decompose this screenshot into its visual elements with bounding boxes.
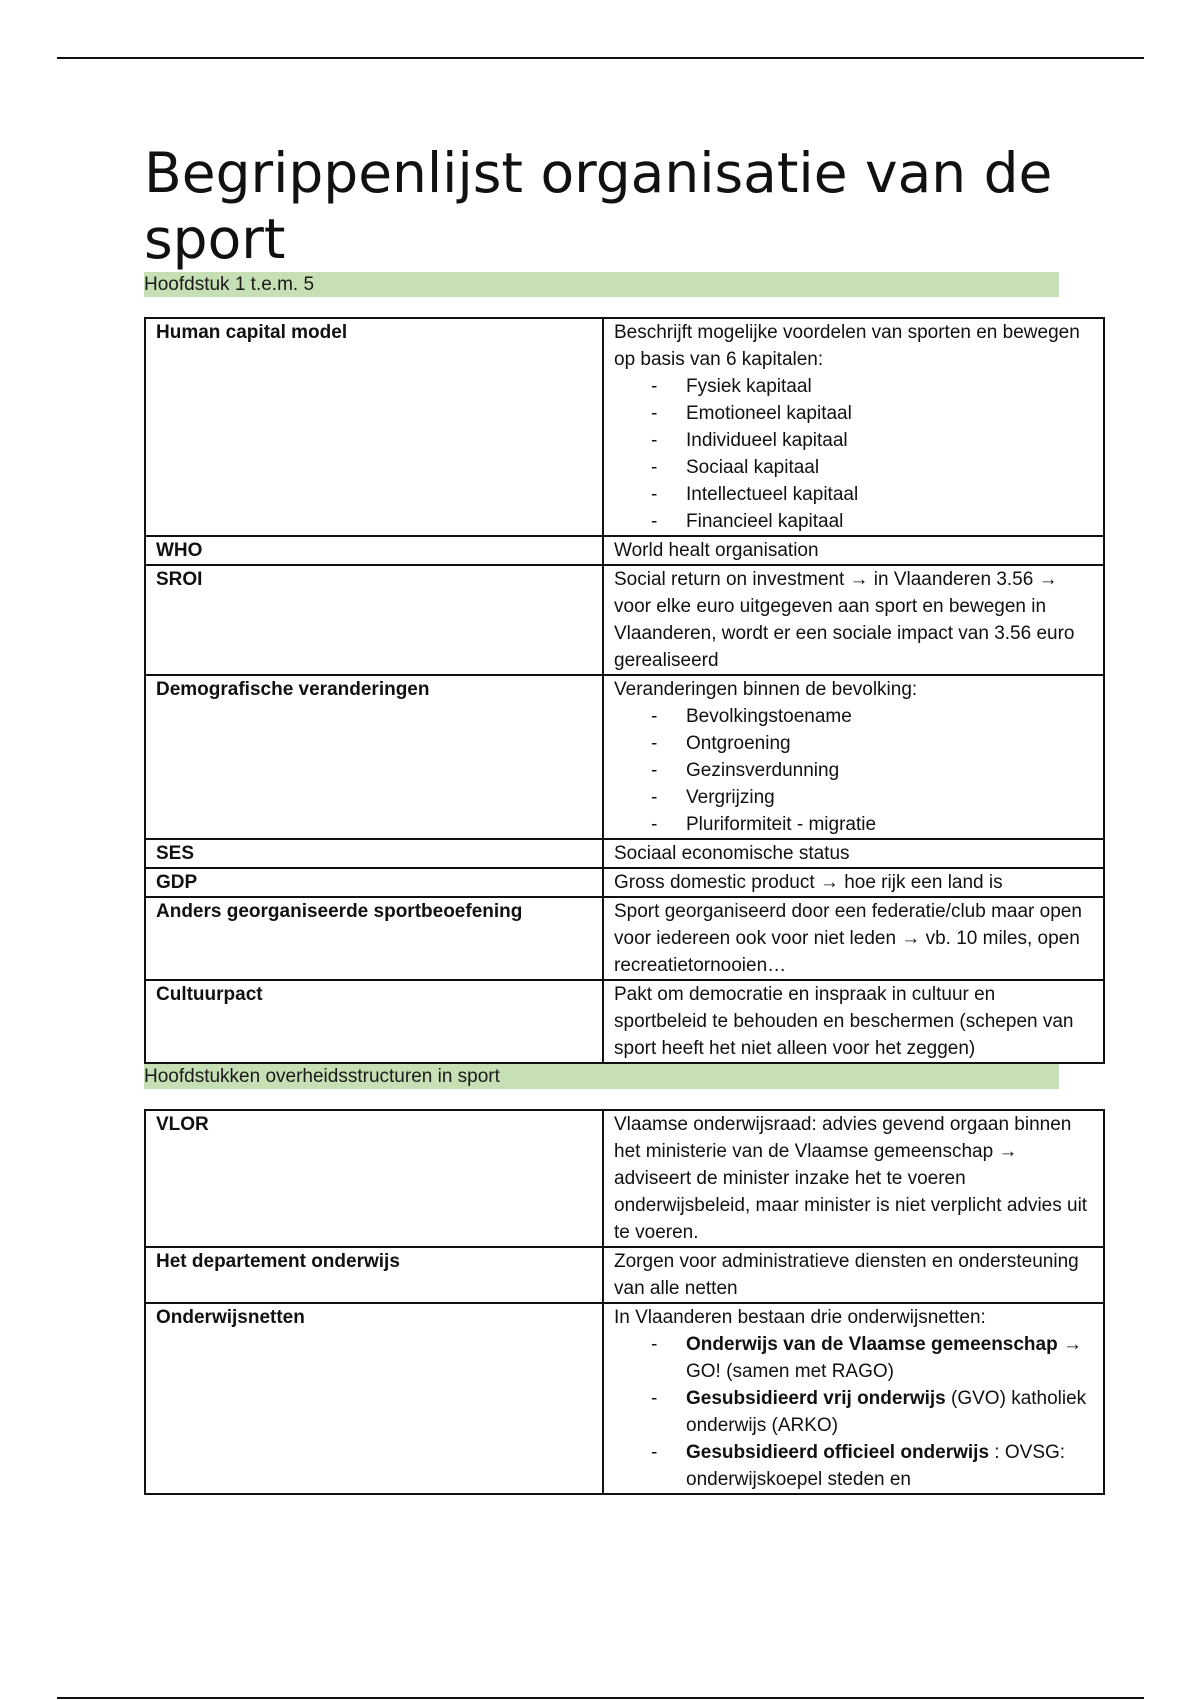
list-item: - Financieel kapitaal (614, 508, 1093, 535)
glossary-table-2 (144, 1109, 1105, 1495)
list-item: - Fysiek kapitaal (614, 373, 1093, 400)
section-heading-2: Hoofdstukken overheidsstructuren in sport (144, 1064, 1059, 1089)
definition-cell: Sociaal economische status (603, 839, 1104, 868)
list-item-rest: (GVO) katholiek onderwijs (ARKO) (686, 1388, 1087, 1436)
term-cell: GDP (145, 868, 603, 897)
document-title: Begrippenlijst organisatie van de sport (144, 141, 1053, 271)
list-item (614, 1331, 1093, 1385)
definition-cell (603, 675, 1104, 839)
term-cell: SROI (145, 565, 603, 675)
term-cell: SES (145, 839, 603, 868)
term-cell: Het departement onderwijs (145, 1247, 603, 1303)
table-row (145, 318, 1104, 536)
list-item-rest: → GO! (samen met RAGO) (686, 1334, 1082, 1382)
definition-cell: World healt organisation (603, 536, 1104, 565)
list-item-rest: : OVSG: onderwijskoepel steden en (686, 1442, 1066, 1490)
term-cell: Human capital model (145, 318, 603, 536)
list-item-bold: Gesubsidieerd vrij onderwijs (686, 1388, 946, 1409)
definition-cell (603, 1303, 1104, 1494)
list-item: - Vergrijzing (614, 784, 1093, 811)
term-cell: Anders georganiseerde sportbeoefening (145, 897, 603, 980)
glossary-table-1 (144, 317, 1105, 1064)
definition-cell: Vlaamse onderwijsraad: advies gevend orgaan binnen het ministerie van de Vlaamse gemeenschap → adviseert de minister inzake het te voeren onderwijsbeleid, maar minister is niet verplicht advies uit te voeren. (603, 1110, 1104, 1247)
list-item: - Pluriformiteit - migratie (614, 811, 1093, 838)
table-row (145, 868, 1104, 897)
table-row (145, 839, 1104, 868)
table-row (145, 1110, 1104, 1247)
header-rule (57, 57, 1144, 59)
list-item: - Ontgroening (614, 730, 1093, 757)
term-cell: WHO (145, 536, 603, 565)
list-item-bold: Onderwijs van de Vlaamse gemeenschap (686, 1334, 1058, 1355)
table-row (145, 536, 1104, 565)
definition-cell: Sport georganiseerd door een federatie/club maar open voor iedereen ook voor niet leden → vb. 10 miles, open recreatietornooien… (603, 897, 1104, 980)
definition-text: In Vlaanderen bestaan drie onderwijsnetten: (614, 1307, 986, 1328)
definition-cell: Pakt om democratie en inspraak in cultuur en sportbeleid te behouden en beschermen (schepen van sport heeft het niet alleen voor het zeggen) (603, 980, 1104, 1063)
definition-cell: Gross domestic product → hoe rijk een land is (603, 868, 1104, 897)
list-item: - Intellectueel kapitaal (614, 481, 1093, 508)
definition-list (614, 1331, 1093, 1493)
list-item: - Individueel kapitaal (614, 427, 1093, 454)
list-item: - Emotioneel kapitaal (614, 400, 1093, 427)
definition-list (614, 703, 1093, 838)
term-cell: Demografische veranderingen (145, 675, 603, 839)
table-row (145, 675, 1104, 839)
definition-cell (603, 318, 1104, 536)
list-item: - Bevolkingstoename (614, 703, 1093, 730)
definition-text: Beschrijft mogelijke voordelen van sporten en bewegen op basis van 6 kapitalen: (614, 322, 1080, 370)
document-body (144, 140, 1088, 1495)
table-row (145, 897, 1104, 980)
definition-text: Veranderingen binnen de bevolking: (614, 679, 918, 700)
list-item: - Sociaal kapitaal (614, 454, 1093, 481)
table-row (145, 1303, 1104, 1494)
list-item (614, 1439, 1093, 1493)
table-row (145, 1247, 1104, 1303)
table-row (145, 565, 1104, 675)
term-cell: Cultuurpact (145, 980, 603, 1063)
term-cell: VLOR (145, 1110, 603, 1247)
list-item: - Gezinsverdunning (614, 757, 1093, 784)
section-heading-1: Hoofdstuk 1 t.e.m. 5 (144, 272, 1059, 297)
list-item-bold: Gesubsidieerd officieel onderwijs (686, 1442, 990, 1463)
definition-cell: Zorgen voor administratieve diensten en ondersteuning van alle netten (603, 1247, 1104, 1303)
definition-cell: Social return on investment → in Vlaanderen 3.56 → voor elke euro uitgegeven aan sport en bewegen in Vlaanderen, wordt er een sociale impact van 3.56 euro gerealiseerd (603, 565, 1104, 675)
table-row (145, 980, 1104, 1063)
footer-rule (57, 1697, 1144, 1699)
term-cell: Onderwijsnetten (145, 1303, 603, 1494)
definition-list (614, 373, 1093, 535)
list-item (614, 1385, 1093, 1439)
